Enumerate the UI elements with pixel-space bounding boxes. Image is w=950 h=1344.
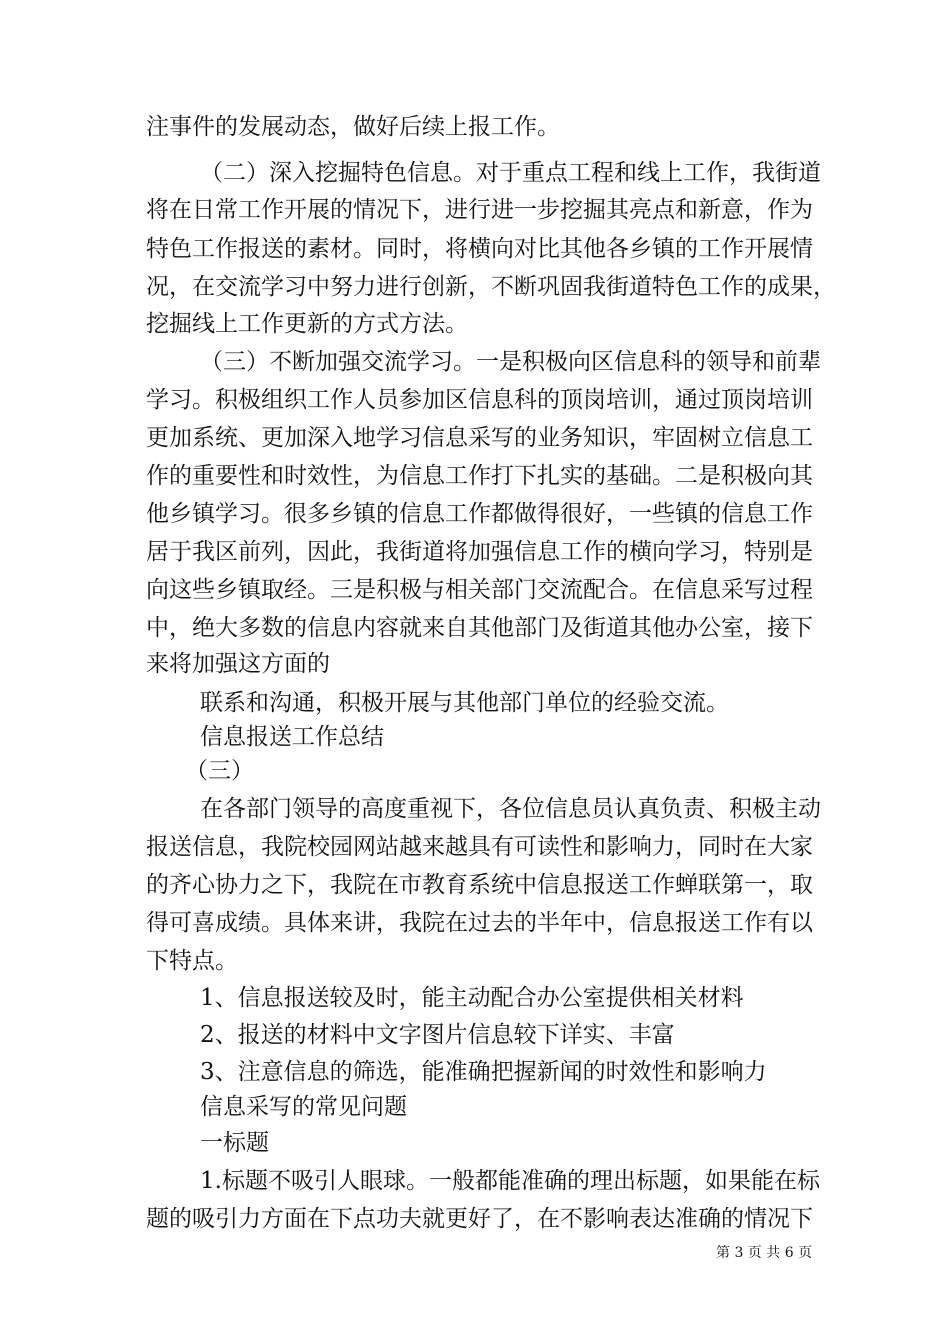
text-line: 中，绝大多数的信息内容就来自其他部门及街道其他办公室，接下 [146,615,813,641]
text-line: 得可喜成绩。具体来讲，我院在过去的半年中，信息报送工作有以 [146,910,813,936]
text-line: 题的吸引力方面在下点功夫就更好了，在不影响表达准确的情况下 [146,1206,813,1232]
text-line: 注事件的发展动态，做好后续上报工作。 [146,114,560,140]
text-line: 更加系统、更加深入地学习信息采写的业务知识，牢固树立信息工 [146,425,813,451]
section-subheading: 一标题 [200,1130,269,1156]
text-line: 在各部门领导的高度重视下，各位信息员认真负责、积极主动 [200,796,821,822]
text-line: 向这些乡镇取经。三是积极与相关部门交流配合。在信息采写过程 [146,577,813,603]
text-line: 联系和沟通，积极开展与其他部门单位的经验交流。 [200,690,729,716]
section-heading: 信息报送工作总结 [200,724,384,750]
text-line: 他乡镇学习。很多乡镇的信息工作都做得很好，一些镇的信息工作 [146,501,813,527]
text-line: 来将加强这方面的 [146,651,330,677]
text-line: 挖掘线上工作更新的方式方法。 [146,311,468,337]
list-item: 2、报送的材料中文字图片信息较下详实、丰富 [200,1022,675,1048]
text-line: 1.标题不吸引人眼球。一般都能准确的理出标题，如果能在标 [200,1168,820,1194]
text-line: 作的重要性和时效性，为信息工作打下扎实的基础。二是积极向其 [146,463,813,489]
text-line: 居于我区前列，因此，我街道将加强信息工作的横向学习，特别是 [146,539,813,565]
text-line: （三）不断加强交流学习。一是积极向区信息科的领导和前辈 [200,349,821,375]
section-heading: 信息采写的常见问题 [200,1094,407,1120]
text-line: 况，在交流学习中努力进行创新，不断巩固我街道特色工作的成果， [146,274,836,300]
text-line: （二）深入挖掘特色信息。对于重点工程和线上工作，我街道 [200,160,821,186]
text-line: 的齐心协力之下，我院在市教育系统中信息报送工作蝉联第一，取 [146,872,813,898]
text-line: 学习。积极组织工作人员参加区信息科的顶岗培训，通过顶岗培训 [146,387,813,413]
page-number-footer: 第 3 页 共 6 页 [716,1245,813,1261]
list-item: 1、信息报送较及时，能主动配合办公室提供相关材料 [200,985,744,1011]
list-item: 3、注意信息的筛选，能准确把握新闻的时效性和影响力 [200,1059,767,1085]
section-subheading: （三） [185,758,254,784]
text-line: 下特点。 [146,948,238,974]
text-line: 报送信息，我院校园网站越来越具有可读性和影响力，同时在大家 [146,834,813,860]
text-line: 将在日常工作开展的情况下，进行进一步挖掘其亮点和新意，作为 [146,197,813,223]
text-line: 特色工作报送的素材。同时，将横向对比其他各乡镇的工作开展情 [146,236,813,262]
